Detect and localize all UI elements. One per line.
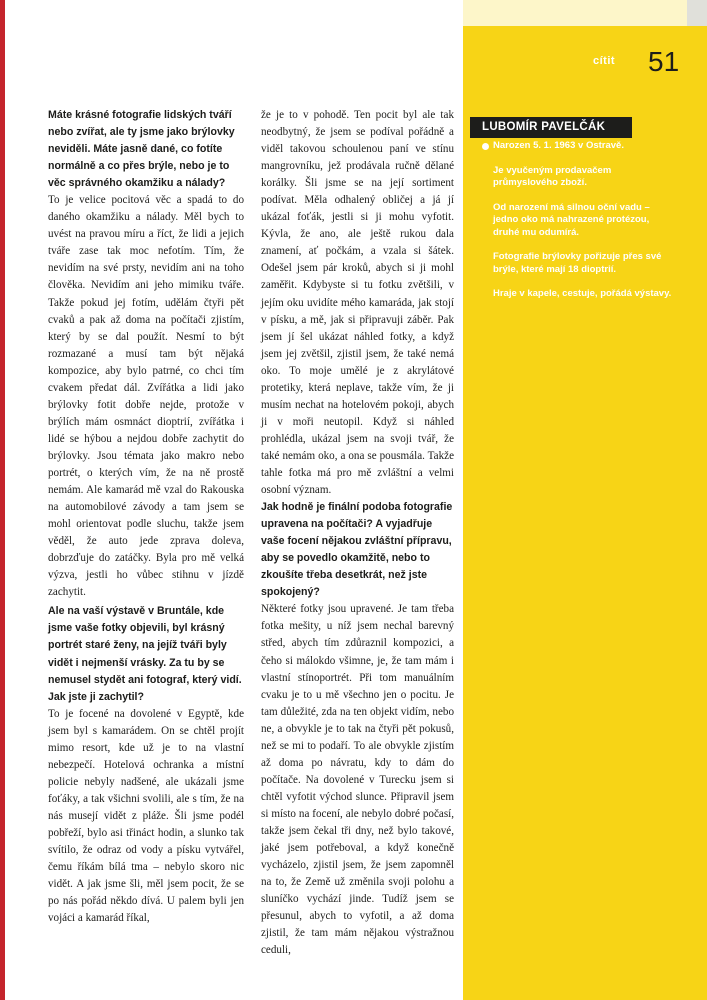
profile-fact: Narozen 5. 1. 1963 v Ostravě. xyxy=(482,140,677,153)
page-corner xyxy=(687,0,707,26)
profile-fact: Je vyučeným prodavačem průmyslového zboží. xyxy=(493,164,612,188)
profile-facts xyxy=(482,140,677,313)
profile-name-bar: LUBOMÍR PAVELČÁK xyxy=(470,117,632,138)
page-edge-stripe xyxy=(0,0,5,1000)
interview-question: Jak hodně je finální podoba fotografie upravena na počítači? A vyjadřuje vaše focení nějakou zvláštní přípravu, aby se povedlo okamžitě, nebo to zkoušíte třeba desetkrát, než jste spokojený? xyxy=(261,501,453,599)
bullet-icon xyxy=(482,143,489,150)
interview-question: Máte krásné fotografie lidských tváří nebo zvířat, ale ty jsme jako brýlovky neviděli. Máte jasně dané, co fotíte normálně a co přes brýle, nebo je to věc správného okamžiku a nálady? xyxy=(48,109,235,190)
interview-answer: že je to v pohodě. Ten pocit byl ale tak neodbytný, že jsem se podíval pořádně a viděl takovou schoulenou paní ve stínu mangrovníku, jež prodávala ručně dělané korálky. Šli jsme se na její sortiment podívat. Měla odhalený obličej a já jí ukázal foťák, jestli si ji mohu vyfotit. Kývla, že ano, ale ještě rukou dala znamení, ať počkám, a vzala si šátek. Odešel jsem pár kroků, abych si ji mohl zaměřit. Kdybyste si tu fotku zvětšili, v jejím oku uvidíte mého kamaráda, jak stojí v písku, a mě, jak si připravuji záběr. Pak jsem jí šel ukázat náhled fotky, a když jsem jej zvětšil, zjistil jsem, že také nemá oko. To moje umělé je z akrylátové protetiky, která neplave, takže vím, že ji musím nechat na hotelovém pokoji, abych ji v moři neutopil. Když si náhled prohlédla, ukázal jsem na svoji tvář, že také nemám oko, a ona se pousmála. Takže tahle fotka má pro mě zvláštní a velmi osobní význam. xyxy=(261,109,454,497)
profile-fact: Hraje v kapele, cestuje, pořádá výstavy. xyxy=(493,288,672,299)
profile-fact: Od narození má silnou oční vadu – jedno oko má nahrazené protézou, druhé mu odumírá. xyxy=(493,201,650,238)
article-column-1 xyxy=(48,107,244,927)
sidebar-top-strip xyxy=(463,0,707,26)
interview-answer: To je focené na dovolené v Egyptě, kde jsem byl s kamarádem. On se chtěl projít mimo resort, kde už je to na vlastní nebezpečí. Hotelová ochranka a místní policie nebyly nadšené, ale ukázali jsme foťáky, a tak všichni svolili, ale s tím, že na nás musejí vidět z pláže. Šli jsme podél pobřeží, bylo asi třináct hodin, a slunko tak svítilo, že odraz od vody a písku vytvářel, čemu říkám bílá tma – nebylo skoro nic vidět. A jak jsme šli, měl jsem pocit, že se po nás pořád někdo dívá. U palem byli jen vojáci a kamarád říkal, xyxy=(48,707,244,925)
interview-answer: Některé fotky jsou upravené. Je tam třeba fotka mešity, u níž jsem nechal barevný střed, abych tím zdůraznil kompozici, a čeho si málokdo všimne, je, že tam mám i vlastní stínoportrét. Při tom manuálním cvaku je to u mě všechno jen o pocitu. Je tam důležité, zda na ten objekt vidím, nebo ne, a obvykle je to tak na čtyři pět pokusů, než se mi to podaří. To ale obvykle zjistím až doma po návratu, kdy to dám do počítače. Na dovolené v Turecku jsem si chtěl vyfotit východ slunce. Připravil jsem si místo na focení, ale nebylo dobré počasí, takže jsem čekal tři dny, než bylo takové, jaké jsem potřeboval, a když konečně vycházelo, zjistil jsem, že jsem zapomněl na to, že Země už změnila svoji polohu a sluníčko vychází jinde. Tudíž jsem se přesunul, abych to vyfotil, a až doma zjistil, že tam mám nějakou výstražnou ceduli, xyxy=(261,603,454,957)
profile-fact: Fotografie brýlovky pořizuje přes své brýle, které mají 18 dioptrií. xyxy=(493,251,662,275)
section-label: cítit xyxy=(593,55,616,67)
interview-question: Ale na vaší výstavě v Bruntále, kde jsme vaše fotky objevili, byl krásný portrét staré ženy, na jejíž tváři byly vidět i nejmenší vrásky. Za tu by se nemusel stydět ani fotograf, který vidí. Jak jste ji zachytil? xyxy=(48,605,242,703)
page-number: 51 xyxy=(648,46,680,77)
article-column-2 xyxy=(261,107,454,959)
interview-answer: To je velice pocitová věc a spadá to do daného okamžiku a nálady. Měl bych to uvést na pravou míru a říct, že lidi a jejich tváře zase tak moc nefotím. Tím, že nevidím na své prsty, nevidím ani na toho člověka. Nevidím ani jeho mimiku tváře. Takže pokud jej fotím, udělám čtyři pět cvaků a pak až doma na počítači zjistím, který by se dal použít. Nesmí to být rozmazané a musí tam být nějaká kompozice, aby bylo patrné, co chci tím cvakem předat dál. Zvířátka a lidi jako brýlovky fotit dobře nejde, protože v brýlích mám osmnáct dioptrií, zvířátka i lidé se hýbou a nejdou dobře zachytit do brýlovky. Jsou témata jako makro nebo portrét, o kterých vím, že na ně prostě nemám. Ale kamarád mě vzal do Rakouska na automobilové závody a tam jsem se mohl orientovat podle sluchu, takže jsem věděl, že auto jede zprava doleva, dobrzďuje do zatáčky. Byla pro mě velká výzva, jestli ho vůbec stihnu v jízdě zachytit. xyxy=(48,194,244,599)
